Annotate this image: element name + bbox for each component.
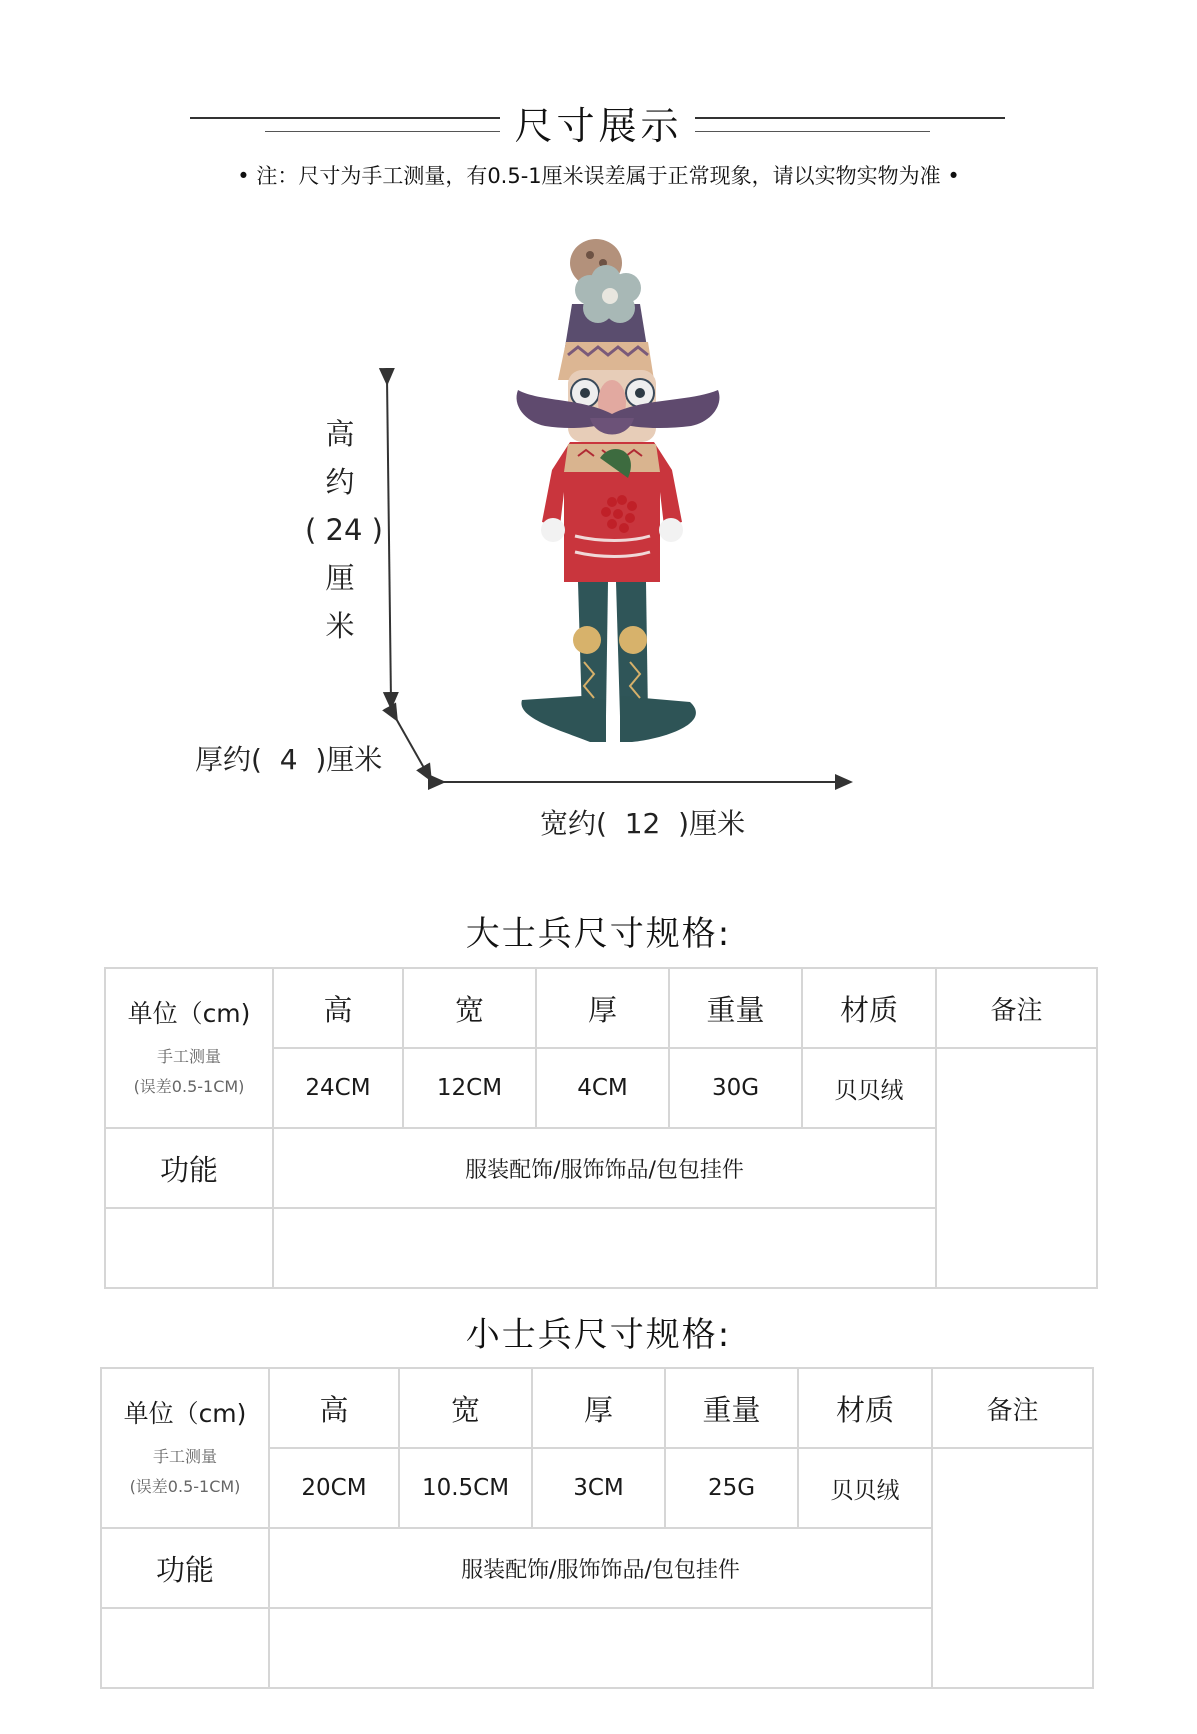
- header-thickness: 厚: [536, 968, 669, 1048]
- height-value: ( 24 ): [305, 513, 383, 547]
- unit-note-line: (误差0.5-1CM): [133, 1077, 245, 1096]
- height-char: 高: [325, 417, 355, 451]
- height-char: 约: [325, 465, 355, 499]
- unit-cell: [101, 1368, 269, 1528]
- function-value: 服装配饰/服饰饰品/包包挂件: [269, 1528, 932, 1608]
- dimension-arrows-and-figure: [0, 230, 1197, 870]
- remarks-cell: [936, 1048, 1097, 1288]
- header-remarks: 备注: [932, 1368, 1093, 1448]
- value-thickness: 3CM: [532, 1448, 665, 1528]
- small-soldier-spec-table: [100, 1367, 1094, 1689]
- page-title: 尺寸展示: [514, 104, 683, 148]
- large-soldier-spec-table: [104, 967, 1098, 1289]
- empty-cell: [101, 1608, 269, 1688]
- header-height: 高: [273, 968, 403, 1048]
- large-soldier-title: 大士兵尺寸规格:: [465, 914, 732, 954]
- header-height: 高: [269, 1368, 399, 1448]
- function-label: 功能: [105, 1128, 273, 1208]
- unit-label: 单位（cm): [127, 999, 251, 1028]
- height-char: 米: [325, 609, 355, 643]
- unit-label: 单位（cm): [123, 1399, 247, 1428]
- thickness-arrow: [394, 715, 428, 775]
- remarks-cell: [932, 1448, 1093, 1688]
- value-weight: 25G: [665, 1448, 798, 1528]
- empty-cell: [105, 1208, 273, 1288]
- value-width: 10.5CM: [399, 1448, 532, 1528]
- empty-cell: [273, 1208, 936, 1288]
- unit-note-line: 手工测量: [152, 1447, 217, 1466]
- header-width: 宽: [403, 968, 536, 1048]
- measurement-note: • 注：尺寸为手工测量，有0.5-1厘米误差属于正常现象，请以实物实物为准 •: [237, 164, 960, 188]
- unit-note: [102, 1442, 268, 1502]
- header-width: 宽: [399, 1368, 532, 1448]
- header: [0, 0, 1197, 200]
- value-width: 12CM: [403, 1048, 536, 1128]
- height-char: 厘: [325, 561, 355, 595]
- height-arrow: [387, 378, 391, 702]
- function-value: 服装配饰/服饰饰品/包包挂件: [273, 1128, 936, 1208]
- header-weight: 重量: [665, 1368, 798, 1448]
- thickness-label: 厚约( 4 )厘米: [195, 743, 383, 776]
- unit-cell: [105, 968, 273, 1128]
- nutcracker-figure: [517, 239, 720, 742]
- value-material: 贝贝绒: [798, 1448, 932, 1528]
- height-label: [305, 410, 383, 650]
- header-thickness: 厚: [532, 1368, 665, 1448]
- header-weight: 重量: [669, 968, 802, 1048]
- function-label: 功能: [101, 1528, 269, 1608]
- value-height: 24CM: [273, 1048, 403, 1128]
- unit-note-line: (误差0.5-1CM): [129, 1477, 241, 1496]
- dimension-diagram: [0, 230, 1197, 870]
- width-label: 宽约( 12 )厘米: [540, 807, 746, 840]
- value-thickness: 4CM: [536, 1048, 669, 1128]
- small-soldier-title: 小士兵尺寸规格:: [465, 1315, 732, 1355]
- header-remarks: 备注: [936, 968, 1097, 1048]
- empty-cell: [269, 1608, 932, 1688]
- unit-note-line: 手工测量: [156, 1047, 221, 1066]
- header-material: 材质: [798, 1368, 932, 1448]
- unit-note: [106, 1042, 272, 1102]
- header-material: 材质: [802, 968, 936, 1048]
- value-weight: 30G: [669, 1048, 802, 1128]
- value-height: 20CM: [269, 1448, 399, 1528]
- value-material: 贝贝绒: [802, 1048, 936, 1128]
